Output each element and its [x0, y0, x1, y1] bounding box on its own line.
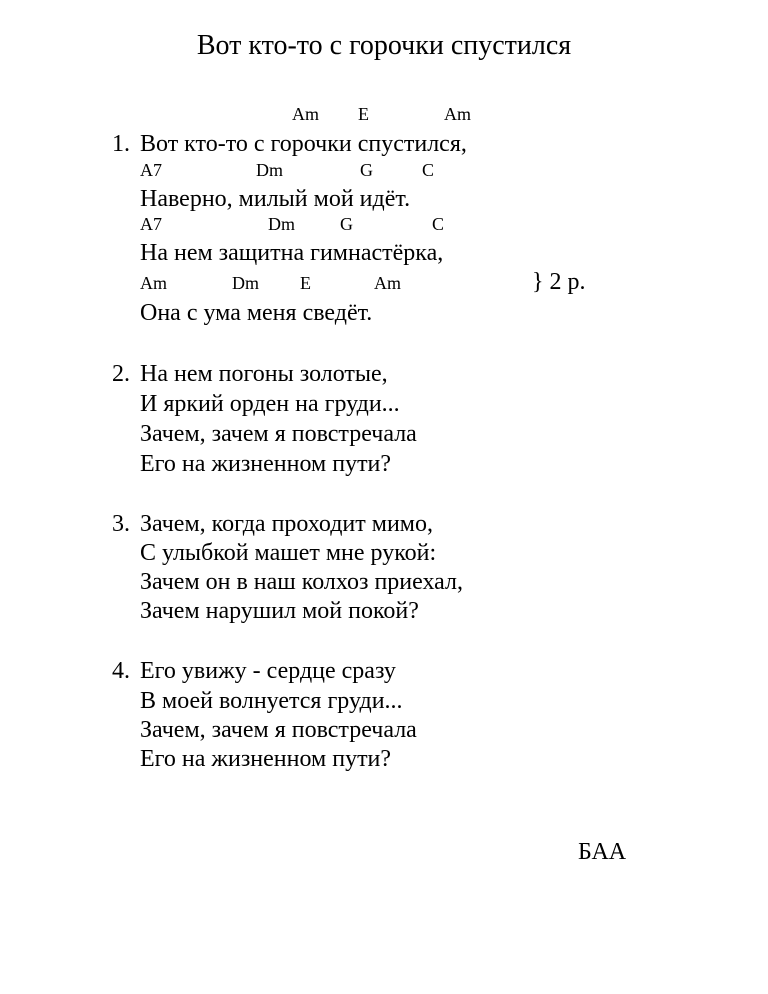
lyric-line: С улыбкой машет мне рукой:: [140, 540, 437, 566]
chord: E: [300, 273, 311, 293]
lyric-line: Наверно, милый мой идёт.: [140, 186, 411, 212]
verse-number: 4.: [112, 658, 130, 684]
verse-number: 3.: [112, 511, 130, 537]
repeat-marker: } 2 р.: [532, 269, 586, 295]
lyric-line: Зачем он в наш колхоз приехал,: [140, 569, 463, 595]
chord: Am: [292, 104, 319, 124]
chord: Am: [374, 273, 401, 293]
song-title: Вот кто-то с горочки спустился: [196, 30, 572, 61]
lyric-line: На нем погоны золотые,: [140, 361, 388, 387]
lyric-line: Его увижу - сердце сразу: [140, 658, 396, 684]
chord-row-2: [0, 160, 768, 182]
lyric-line: Она с ума меня сведёт.: [140, 300, 373, 326]
lyric-line: В моей волнуется груди...: [140, 688, 403, 714]
chord: G: [360, 160, 373, 180]
chord: G: [340, 214, 353, 234]
chord: Am: [140, 273, 167, 293]
author-signature: БАА: [578, 839, 627, 865]
chord: C: [432, 214, 445, 234]
chord: A7: [140, 214, 162, 234]
chord: Am: [444, 104, 471, 124]
lyric-line: И яркий орден на груди...: [140, 391, 400, 417]
lyric-line: Его на жизненном пути?: [140, 451, 392, 477]
lyric-line: На нем защитна гимнастёрка,: [140, 240, 444, 266]
verse-number: 2.: [112, 361, 130, 387]
chord: Dm: [232, 273, 259, 293]
chord-row-1: [0, 104, 768, 126]
lyric-line: Его на жизненном пути?: [140, 746, 392, 772]
chord: E: [358, 104, 369, 124]
chord: Dm: [256, 160, 283, 180]
lyric-line: Вот кто-то с горочки спустился,: [140, 131, 467, 157]
chord-row-4: [0, 273, 768, 295]
lyric-line: Зачем, зачем я повстречала: [140, 717, 417, 743]
chord: C: [422, 160, 435, 180]
lyric-line: Зачем нарушил мой покой?: [140, 598, 419, 624]
verse-number: 1.: [112, 131, 130, 157]
lyric-line: Зачем, зачем я повстречала: [140, 421, 417, 447]
chord: Dm: [268, 214, 295, 234]
chord-row-3: [0, 214, 768, 236]
chord: A7: [140, 160, 162, 180]
lyric-line: Зачем, когда проходит мимо,: [140, 511, 433, 537]
